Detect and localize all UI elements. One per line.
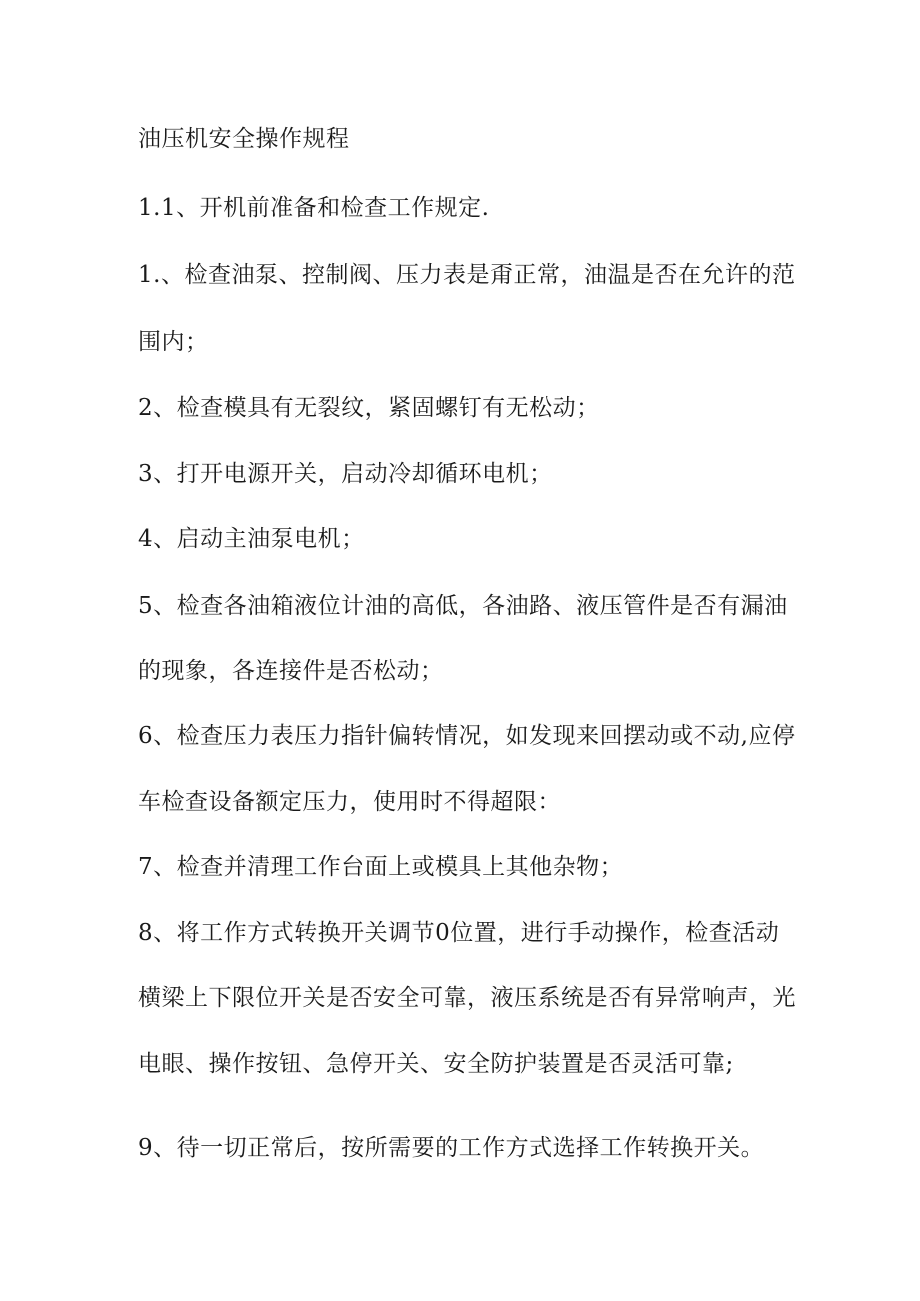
item-4-line-1: 4、启动主油泵电机；: [138, 526, 365, 552]
item-1-line-2: 围内；: [138, 329, 209, 355]
item-5-line-1: 5、检查各油箱液位计油的高低，各油路、液压管件是否有漏油: [138, 593, 788, 619]
item-8-line-1: 8、将工作方式转换开关调节0位置，进行手动操作，检查活动: [138, 920, 780, 946]
item-9-line-1: 9、待一切正常后，按所需要的工作方式选择工作转换开关。: [138, 1135, 765, 1161]
item-1-line-1: 1.、检查油泵、控制阀、压力表是甭正常，油温是否在允许的范: [138, 262, 796, 288]
item-8-line-3: 电眼、操作按钮、急停开关、安全防护装置是否灵活可靠;: [138, 1051, 734, 1077]
item-6-line-1: 6、检查压力表压力指针偏转情况，如发现来回摆动或不动,应停: [138, 723, 796, 749]
item-8-line-2: 横梁上下限位开关是否安全可靠，液压系统是否有异常响声，光: [138, 985, 796, 1011]
item-2-line-1: 2、检查模具有无裂纹，紧固螺钉有无松动；: [138, 395, 600, 421]
item-3-line-1: 3、打开电源开关，启动冷却循环电机；: [138, 461, 553, 487]
section-heading: 1.1、开机前准备和检查工作规定.: [138, 195, 490, 221]
document-title: 油压机安全操作规程: [138, 126, 350, 152]
item-7-line-1: 7、检查并清理工作台面上或模具上其他杂物；: [138, 854, 624, 880]
item-5-line-2: 的现象，各连接件是否松动；: [138, 658, 444, 684]
item-6-line-2: 车检查设备额定压力，使用时不得超限：: [138, 789, 561, 815]
